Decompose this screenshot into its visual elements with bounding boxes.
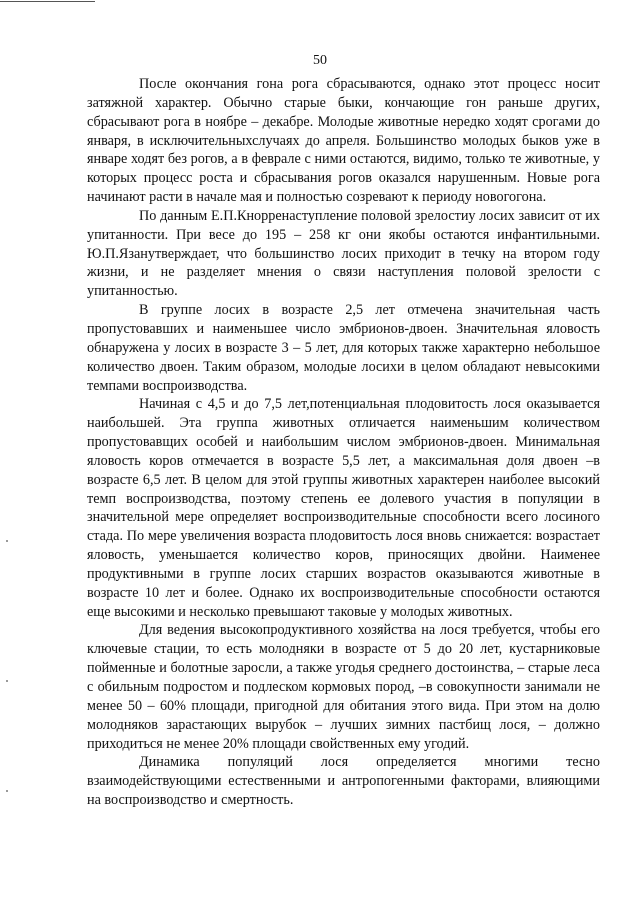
paragraph-habitat-requirements: Для ведения высокопродуктивного хозяйства на лося требуется, чтобы его ключевые стации, то есть молодняки в возрасте от 5 до 20 лет, кустарниковые пойменные и болотные заросли, а также угодья среднего достоинства, – старые леса с обильным подростом и подлеском кормовых пород, –в совокупности занимали не менее 50 – 60% площади, пригодной для обитания этого вида. При этом на долю молодняков зарастающих вырубок – лучших зимних пастбищ лося, – должно приходиться не менее 20% площади свойственных ему угодий. — [87, 622, 600, 752]
scan-mark — [6, 680, 8, 682]
paragraph-antler-shedding: После окончания гона рога сбрасываются, однако этот процесс носит затяжной характер. Обычно старые быки, кончающие гон раньше других, сбрасывают рога в ноябре – декабре. Молодые животные нередко ходят срогами до января, в исключительныхслучаях до апреля. Большинство молодых быков уже в январе ходят без рогов, а в феврале с ними остаются, видимо, только те животные, у которых процесс роста и сбрасывания рогов оказался нарушенным. Новые рога начинают расти в начале мая и полностью созревают к периоду новогогона. — [87, 76, 600, 206]
top-rule — [0, 1, 95, 2]
scan-margin-marks — [6, 540, 10, 840]
page-number: 50 — [313, 53, 327, 68]
scan-mark — [6, 540, 8, 542]
paragraph-sexual-maturity: По данным Е.П.Кнорренаступление половой зрелостиу лосих зависит от их упитанности. При весе до 195 – 258 кг они якобы остаются инфантильными. Ю.П.Язанутверждает, что большинство лосих приходит в течку на втором году жизни, и не разделяет мнения о связи наступления половой зрелости с упитанностью. — [87, 207, 600, 300]
paragraph-peak-fertility: Начиная с 4,5 и до 7,5 лет,потенциальная плодовитость лося оказывается наибольшей. Эта группа животных отличается наименьшим количеством пропустовавщих особей и наибольшим числом эмбрионов-двоен. Минимальная яловость коров отмечается в возрасте 5,5 лет, а максимальная доля двоен –в возрасте 6,5 лет. В целом для этой группы животных характерен наиболее высокий темп воспроизводства, поэтому степень ее долевого участия в популяции в значительной мере определяет воспроизводительные способности всего лосиного стада. По мере увеличения возраста плодовитость лося вновь снижается: возрастает яловость, уменьшается количество коров, приносящих двойни. Наименее продуктивными в группе лосих старших возрастов оказываются животные в возрасте 10 лет и более. Однако их воспроизводительные способности остаются еще высокими и несколько превышают таковые у молодых животных. — [87, 396, 600, 620]
paragraph-young-females: В группе лосих в возрасте 2,5 лет отмечена значительная часть пропустовавших и наименьшее число эмбрионов-двоен. Значительная яловость обнаружена у лосих в возрасте 3 – 5 лет, для которых также характерно небольшое количество двоен. Таким образом, молодые лосихи в целом обладают невысокими темпами воспроизводства. — [87, 302, 600, 394]
scan-mark — [6, 790, 8, 792]
paragraph-population-dynamics: Динамика популяций лося определяется многими тесно взаимодействующими естественными и антропогенными факторами, влияющими на воспроизводство и смертность. — [87, 754, 600, 809]
body-text — [87, 75, 600, 810]
